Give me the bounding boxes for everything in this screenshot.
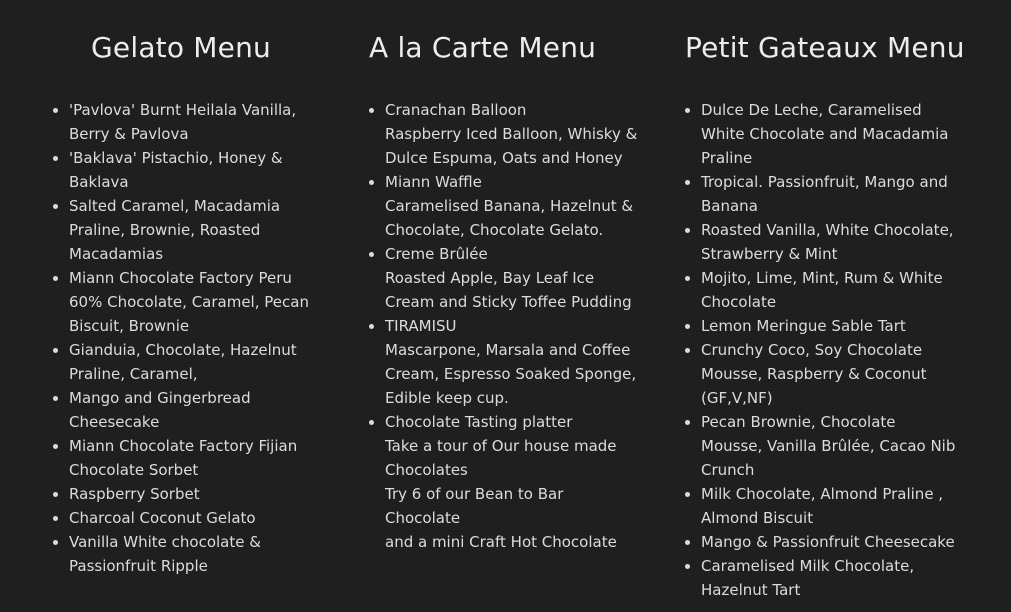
menu-item-name: • Miann Waffle xyxy=(385,173,482,191)
menu-item xyxy=(701,266,957,314)
menu-item xyxy=(385,410,641,554)
menu-item-name: • Raspberry Sorbet xyxy=(69,485,200,503)
menu-item-name: • Mango and Gingerbread xyxy=(69,389,251,407)
menu-item-description: Roasted Apple, Bay Leaf Ice xyxy=(385,269,595,287)
menu-item xyxy=(69,506,309,530)
menu-item xyxy=(701,482,957,530)
menu-item xyxy=(701,218,957,266)
menu-item-description: Raspberry Iced Balloon, Whisky & xyxy=(385,125,638,143)
a-la-carte-menu-title: A la Carte Menu xyxy=(369,31,597,64)
menu-item-name: • Mango & Passionfruit Cheesecake xyxy=(701,533,955,551)
menu-item-description: 60% Chocolate, Caramel, Pecan xyxy=(69,293,309,311)
menu-item-name: • 'Baklava' Pistachio, Honey & xyxy=(69,149,283,167)
menu-item-name: • Salted Caramel, Macadamia xyxy=(69,197,281,215)
menu-item-description: Cheesecake xyxy=(69,413,160,431)
menu-item-name: • Tropical. Passionfruit, Mango and xyxy=(701,173,948,191)
menu-item-description: Dulce Espuma, Oats and Honey xyxy=(385,149,623,167)
menu-item-description: Praline, Caramel, xyxy=(69,365,198,383)
menu-item-name: • Pecan Brownie, Chocolate xyxy=(701,413,896,431)
menu-item xyxy=(701,410,957,482)
menu-item-name: • Crunchy Coco, Soy Chocolate xyxy=(701,341,923,359)
menu-item xyxy=(701,170,957,218)
menu-item-name: • Roasted Vanilla, White Chocolate, xyxy=(701,221,954,239)
menu-item-name: • Chocolate Tasting platter xyxy=(385,413,573,431)
menu-item-description: Baklava xyxy=(69,173,129,191)
menu-item xyxy=(701,530,957,554)
menu-item xyxy=(385,170,641,242)
menu-item-description: Caramelised Banana, Hazelnut & xyxy=(385,197,634,215)
menu-item-name: • Miann Chocolate Factory Fijian xyxy=(69,437,298,455)
menu-item-description: Chocolate xyxy=(701,293,777,311)
menu-item xyxy=(701,554,957,602)
menu-item-name: • 'Pavlova' Burnt Heilala Vanilla, xyxy=(69,101,297,119)
menu-item xyxy=(69,194,309,266)
menu-item-description: Hazelnut Tart xyxy=(701,581,801,599)
menu-item-name: • Lemon Meringue Sable Tart xyxy=(701,317,906,335)
menu-item-description: (GF,V,NF) xyxy=(701,389,773,407)
menu-item-description: Cream, Espresso Soaked Sponge, xyxy=(385,365,637,383)
menu-item xyxy=(385,314,641,410)
menu-item-description: Chocolates xyxy=(385,461,468,479)
menu-item-description: Chocolate, Chocolate Gelato. xyxy=(385,221,604,239)
menu-item xyxy=(69,530,309,578)
menu-item xyxy=(385,98,641,170)
menu-item-description: Banana xyxy=(701,197,758,215)
menu-item-description: Biscuit, Brownie xyxy=(69,317,190,335)
menu-item-description: Praline, Brownie, Roasted xyxy=(69,221,261,239)
menu-item-description: Chocolate Sorbet xyxy=(69,461,199,479)
menu-item xyxy=(69,338,309,386)
menu-item-description: Praline xyxy=(701,149,753,167)
menu-item-description: Macadamias xyxy=(69,245,164,263)
petit-gateaux-menu-list xyxy=(685,98,957,602)
menu-item-description: Try 6 of our Bean to Bar Chocolate xyxy=(385,485,564,527)
menu-item xyxy=(69,98,309,146)
menu-item-description: Take a tour of Our house made xyxy=(385,437,617,455)
petit-gateaux-menu-column xyxy=(685,28,965,602)
menu-item xyxy=(69,146,309,194)
menu-item-name: • Milk Chocolate, Almond Praline , xyxy=(701,485,944,503)
gelato-menu-list xyxy=(53,98,309,578)
menu-item-description: Almond Biscuit xyxy=(701,509,814,527)
menu-item-name: • Mojito, Lime, Mint, Rum & White xyxy=(701,269,943,287)
menu-item xyxy=(69,434,309,482)
menu-item-name: • Creme Brûlée xyxy=(385,245,488,263)
menu-item-name: • Cranachan Balloon xyxy=(385,101,527,119)
menu-item-description: Passionfruit Ripple xyxy=(69,557,208,575)
menu-item-description: Mascarpone, Marsala and Coffee xyxy=(385,341,631,359)
gelato-menu-column xyxy=(53,28,309,578)
menu-item-name: • Vanilla White chocolate & xyxy=(69,533,261,551)
menu-item-description: Berry & Pavlova xyxy=(69,125,189,143)
petit-gateaux-menu-title: Petit Gateaux Menu xyxy=(685,31,965,64)
menu-item xyxy=(701,338,957,410)
menu-item xyxy=(69,266,309,338)
menu-item-name: • Gianduia, Chocolate, Hazelnut xyxy=(69,341,297,359)
menu-item-description: Cream and Sticky Toffee Pudding xyxy=(385,293,632,311)
menu-item-name: • Miann Chocolate Factory Peru xyxy=(69,269,292,287)
menu-item-name: • TIRAMISU xyxy=(385,317,457,335)
menu-item-description: Edible keep cup. xyxy=(385,389,509,407)
a-la-carte-menu-list xyxy=(369,98,641,554)
menu-item-description: and a mini Craft Hot Chocolate xyxy=(385,533,617,551)
menu-item-description: White Chocolate and Macadamia xyxy=(701,125,949,143)
menu-item-name: • Caramelised Milk Chocolate, xyxy=(701,557,915,575)
menu-item xyxy=(701,314,957,338)
menu-item xyxy=(701,98,957,170)
a-la-carte-menu-column xyxy=(369,28,641,554)
menu-item-description: Mousse, Vanilla Brûlée, Cacao Nib xyxy=(701,437,956,455)
gelato-menu-title: Gelato Menu xyxy=(91,31,271,64)
menu-item-description: Strawberry & Mint xyxy=(701,245,838,263)
menu-item xyxy=(69,386,309,434)
menu-item-name: • Dulce De Leche, Caramelised xyxy=(701,101,922,119)
menu-item xyxy=(385,242,641,314)
menu-item-description: Crunch xyxy=(701,461,755,479)
menu-item-name: • Charcoal Coconut Gelato xyxy=(69,509,256,527)
menu-item-description: Mousse, Raspberry & Coconut xyxy=(701,365,927,383)
menu-item xyxy=(69,482,309,506)
